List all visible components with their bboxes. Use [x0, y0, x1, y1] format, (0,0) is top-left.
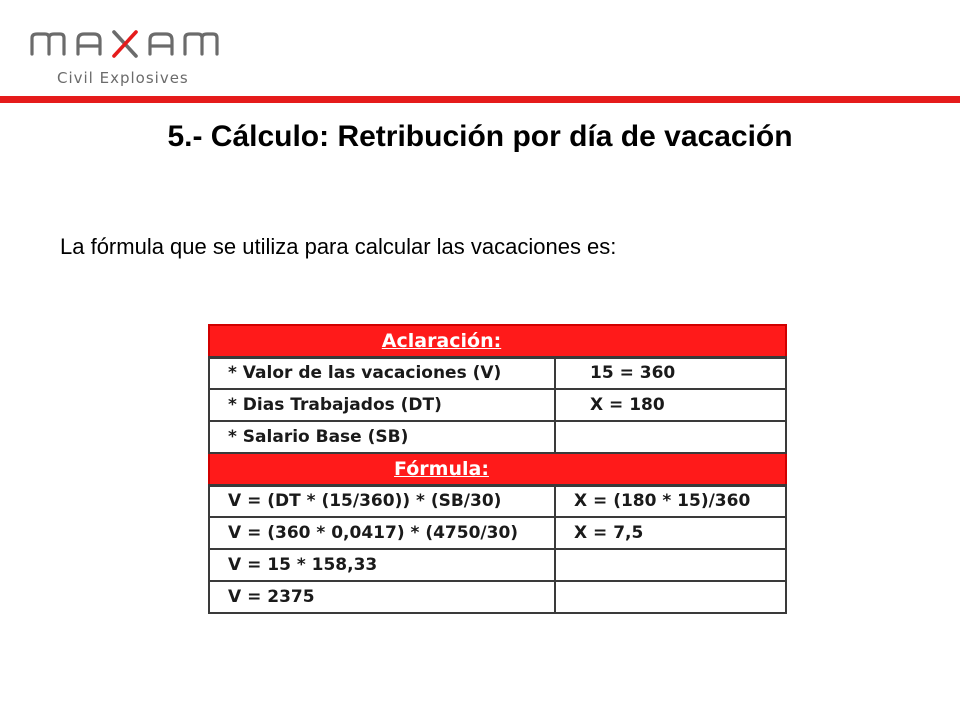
table-cell-left: * Dias Trabajados (DT)	[209, 389, 555, 421]
maxam-wordmark-graphic	[30, 26, 220, 66]
table-cell-left: V = 2375	[209, 581, 555, 613]
table-cell-right: X = 180	[555, 389, 786, 421]
aclaracion-header	[209, 325, 786, 357]
maxam-logo	[30, 26, 250, 96]
table-row	[209, 421, 786, 453]
table-cell-left: V = (360 * 0,0417) * (4750/30)	[209, 517, 555, 549]
logo-subtitle: Civil Explosives	[57, 69, 189, 87]
table-cell-right: X = 7,5	[555, 517, 786, 549]
aclaracion-header-label: Aclaración:	[381, 329, 502, 352]
table-cell-left: V = 15 * 158,33	[209, 549, 555, 581]
table-row	[209, 517, 786, 549]
aclaracion-header-row	[209, 325, 786, 357]
table-cell-right: X = (180 * 15)/360	[555, 485, 786, 517]
table-cell-right	[555, 549, 786, 581]
table-cell-right	[555, 581, 786, 613]
table-cell-left: * Valor de las vacaciones (V)	[209, 357, 555, 389]
table-row	[209, 485, 786, 517]
table-cell-left: * Salario Base (SB)	[209, 421, 555, 453]
intro-text: La fórmula que se utiliza para calcular las vacaciones es:	[60, 234, 617, 259]
formula-header-label: Fórmula:	[394, 457, 489, 480]
calculation-table	[208, 324, 787, 614]
header-rule	[0, 96, 960, 103]
table-cell-left: V = (DT * (15/360)) * (SB/30)	[209, 485, 555, 517]
table-row	[209, 581, 786, 613]
table-row	[209, 357, 786, 389]
table-cell-right	[555, 421, 786, 453]
table-cell-right: 15 = 360	[555, 357, 786, 389]
formula-header-row	[209, 453, 786, 485]
table-row	[209, 549, 786, 581]
page-title: 5.- Cálculo: Retribución por día de vacación	[167, 120, 793, 153]
table-row	[209, 389, 786, 421]
formula-header	[209, 453, 786, 485]
